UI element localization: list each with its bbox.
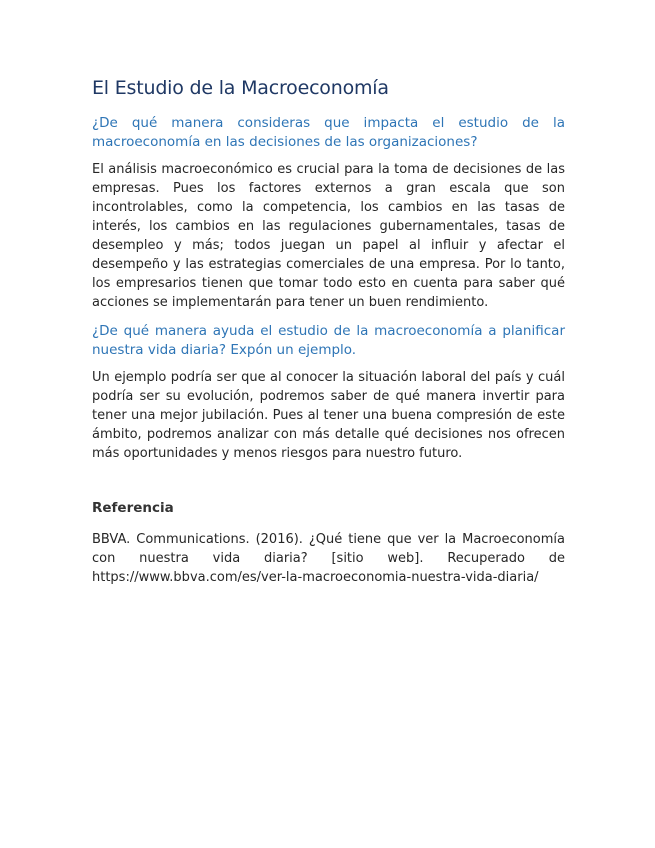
question-heading-2: ¿De qué manera ayuda el estudio de la macroeconomía a planificar nuestra vida diaria? Expón un ejemplo. (92, 323, 565, 358)
answer-paragraph-2: Un ejemplo podría ser que al conocer la situación laboral del país y cuál podría ser su evolución, podremos saber de qué manera invertir para tener una mejor jubilación. Pues al tener una buena compresión de este ámbito, podremos analizar con más detalle qué decisiones nos ofrecen más oportunidades y menos riesgos para nuestro futuro. (92, 370, 565, 461)
question-heading-1: ¿De qué manera consideras que impacta el estudio de la macroeconomía en las decisiones de las organizaciones? (92, 115, 565, 150)
document-page (92, 76, 565, 587)
section-spacer (92, 473, 565, 499)
answer-paragraph-1: El análisis macroeconómico es crucial para la toma de decisiones de las empresas. Pues los factores externos a gran escala que son incontrolables, como la competencia, los cambios en las tasas de interés, los cambios en las regulaciones gubernamentales, tasas de desempleo y más; todos juegan un papel al influir y afectar el desempeño y las estrategias comerciales de una empresa. Por lo tanto, los empresarios tienen que tomar todo esto en cuenta para saber qué acciones se implementarán para tener un buen rendimiento. (92, 162, 565, 310)
reference-heading: Referencia (92, 500, 174, 516)
page-title: El Estudio de la Macroeconomía (92, 77, 389, 99)
reference-text: BBVA. Communications. (2016). ¿Qué tiene que ver la Macroeconomía con nuestra vida diaria? [sitio web]. Recuperado de https://www.bbva.com/es/ver-la-macroeconomia-nuestra-vida-diaria/ (92, 532, 565, 585)
